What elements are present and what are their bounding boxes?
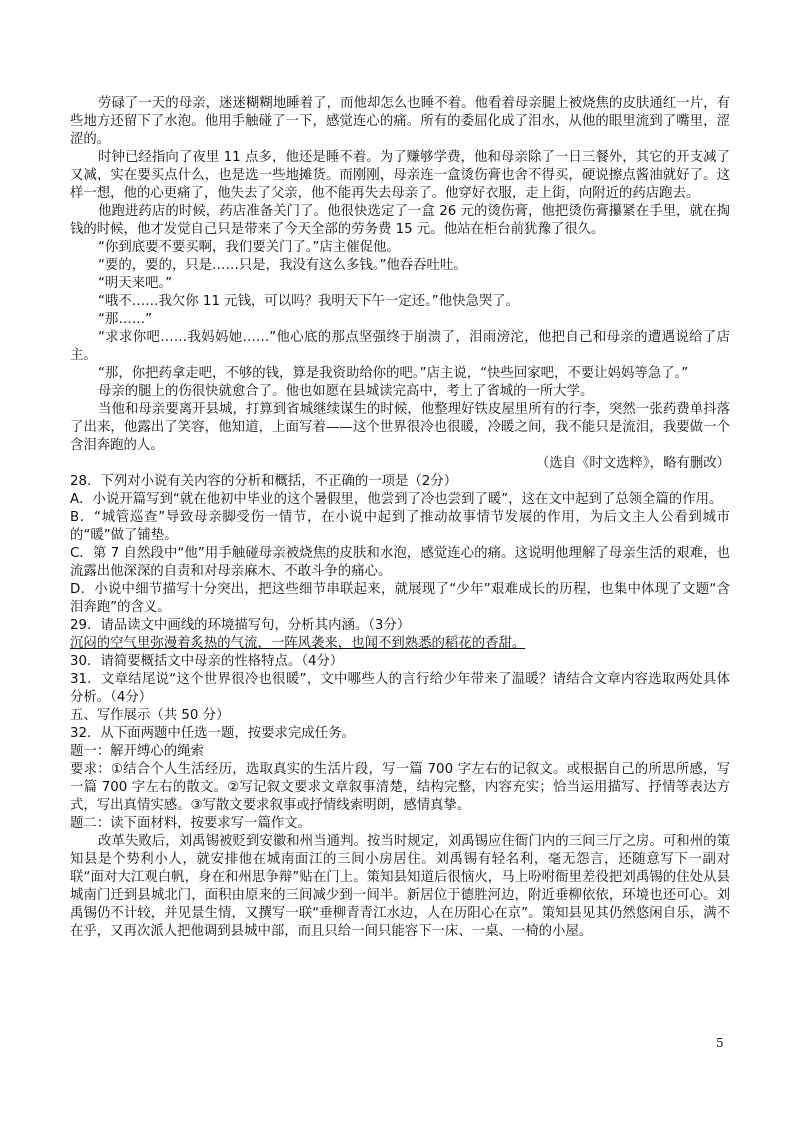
underlined-sentence: 沉闷的空气里弥漫着炙热的气流，一阵风袭来，也闻不到熟悉的稻花的香甜。 [70,636,526,651]
question-28-option-b: B．“城管巡查”导致母亲脚受伤一情节，在小说中起到了推动故事情节发展的作用，为后文主人公看到城市的“暖”做了铺垫。 [70,510,730,543]
story-paragraph: 他跑进药店的时候，药店准备关门了。他很快选定了一盒 26 元的烫伤膏，他把烫伤膏攥紧在手里，就在掏钱的时候，他才发觉自己只是带来了今天全部的劳务费 15 元。他站在柜台前犹豫了很久。 [70,204,730,237]
story-paragraph: “要的，要的，只是……只是，我没有这么多钱。”他吞吞吐吐。 [98,258,467,273]
question-28-option-c: C．第 7 自然段中“他”用手触碰母亲被烧焦的皮肤和水泡，感觉连心的痛。这说明他理解了母亲生活的艰难，也流露出他深深的自责和对母亲麻木、不敢斗争的痛心。 [70,546,730,579]
topic-1-requirements: 要求：①结合个人生活经历，选取真实的生活片段，写一篇 700 字左右的记叙文。或根据自己的所思所感，写一篇 700 字左右的散文。②写记叙文要求文章叙事清楚，结构完整，内容充实；恰当运用描写、抒情等表达方式，写出真情实感。③写散文要求叙事或抒情线索明朗，感情真挚。 [70,762,730,813]
question-28-option-d: D．小说中细节描写十分突出，把这些细节串联起来，就展现了“少年”艰难成长的历程，也集中体现了文题“含泪奔跑”的含义。 [70,582,730,615]
story-paragraph: “明天来吧。” [98,276,173,291]
story-paragraph: 当他和母亲要离开县城，打算到省城继续谋生的时候，他整理好铁皮屋里所有的行李，突然一张药费单抖落了出来，他露出了笑容，他知道，上面写着——这个世界很冷也很暖，冷暖之间，我不能只是流泪，我要做一个含泪奔跑的人。 [70,402,730,453]
story-paragraph: “哦不……我欠你 11 元钱，可以吗？我明天下午一定还。”他快急哭了。 [98,294,520,309]
story-paragraph: “你到底要不要买啊，我们要关门了。”店主催促他。 [98,240,400,255]
question-31: 31．文章结尾说“这个世界很冷也很暖”，文中哪些人的言行给少年带来了温暖？请结合文章内容选取两处具体分析。（4分） [70,672,730,705]
topic-1-title: 题一：解开缚心的绳索 [70,744,204,759]
document-page [70,95,730,941]
story-paragraph: 劳碌了一天的母亲，迷迷糊糊地睡着了，而他却怎么也睡不着。他看着母亲腿上被烧焦的皮肤通红一片，有些地方还留下了水泡。他用手触碰了一下，感觉连心的痛。所有的委屈化成了泪水，从他的眼里流到了嘴里，涩涩的。 [70,96,730,147]
topic-2-material: 改革失败后，刘禹锡被贬到安徽和州当通判。按当时规定，刘禹锡应住衙门内的三间三厅之房。可和州的策知县是个势利小人，就安排他在城南面江的三间小房居住。刘禹锡有轻名利，毫无怨言，还随意写下一副对联“面对大江观白帆，身在和州思争辩”贴在门上。策知县知道后很恼火，马上吩咐衙里差役把刘禹锡的住处从县城南门迁到县城北门，面积由原来的三间减少到一间半。新居位于德胜河边，附近垂柳依依，环境也还可心。刘禹锡仍不计较，并见景生情，又撰写一联“垂柳青青江水边，人在历阳心在京”。策知县见其仍然悠闲自乐，满不在乎，又再次派人把他调到县城中部，而且只给一间只能容下一床、一桌、一椅的小屋。 [70,834,730,939]
story-paragraph: “求求你吧……我妈妈她……”他心底的那点坚强终于崩溃了，泪雨滂沱，他把自己和母亲的遭遇说给了店主。 [70,330,730,363]
story-paragraph: 时钟已经指向了夜里 11 点多，他还是睡不着。为了赚够学费，他和母亲除了一日三餐外，其它的开支减了又减，实在要买点什么，也是选一些地摊货。而刚刚，母亲连一盒烫伤膏也舍不得买，硬说擦点酱油就好了。这样一想，他的心更痛了，他失去了父亲，他不能再失去母亲了。他穿好衣服，走上街，向附近的药店跑去。 [70,150,730,201]
story-paragraph: “那，你把药拿走吧，不够的钱，算是我资助给你的吧。”店主说，“快些回家吧，不要让妈妈等急了。” [98,366,689,381]
question-29: 29．请品读文中画线的环境描写句，分析其内涵。（3分） [70,618,411,633]
question-30: 30．请简要概括文中母亲的性格特点。（4分） [70,654,344,669]
question-28-option-a: A．小说开篇写到“就在他初中毕业的这个暑假里，他尝到了冷也尝到了暖”，这在文中起到了总领全篇的作用。 [70,492,723,507]
page-number: 5 [716,1036,724,1050]
story-paragraph: “那……” [98,312,153,327]
question-28: 28．下列对小说有关内容的分析和概括，不正确的一项是（2分） [70,474,458,489]
story-paragraph: 母亲的腿上的伤很快就愈合了。他也如愿在县城读完高中，考上了省城的一所大学。 [98,384,594,399]
topic-2-title: 题二：读下面材料，按要求写一篇作文。 [70,816,312,831]
source-note: （选自《时文选粹》，略有删改） [535,456,730,471]
writing-section-title: 五、写作展示（共 50 分） [70,708,230,723]
question-32: 32．从下面两题中任选一题，按要求完成任务。 [70,726,355,741]
